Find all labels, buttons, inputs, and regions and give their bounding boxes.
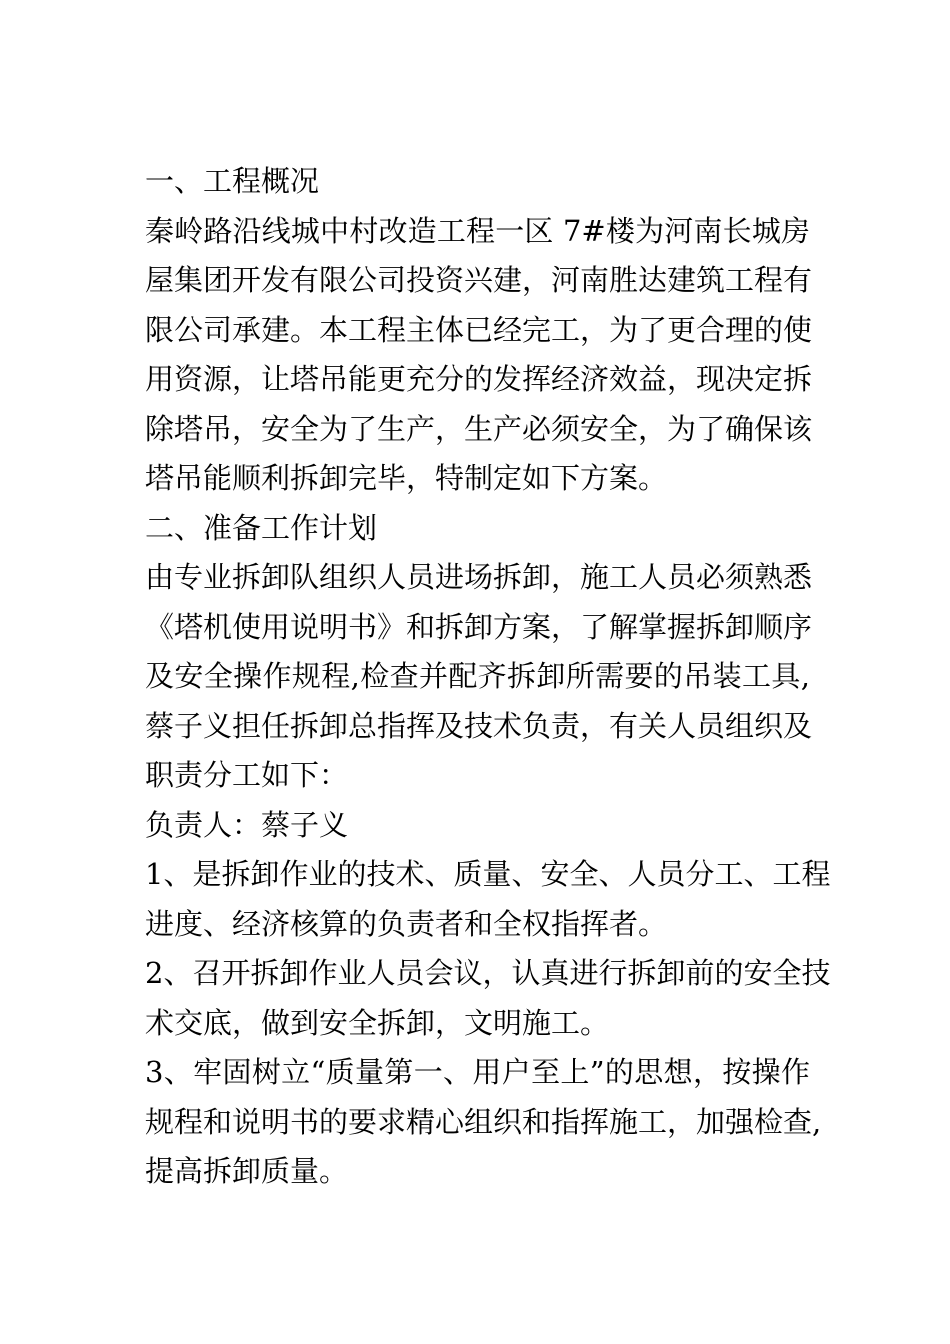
section-heading: 二、准备工作计划 [145, 510, 378, 545]
document-page [145, 157, 831, 1197]
list-item [145, 1048, 822, 1197]
paragraph-line: 蔡子义担任拆卸总指挥及技术负责，有关人员组织及 [145, 708, 813, 743]
duty-list [145, 850, 831, 1197]
section-preparation [145, 504, 813, 801]
paragraph-line: 用资源，让塔吊能更充分的发挥经济效益，现决定拆 [145, 362, 813, 396]
paragraph-line: 及安全操作规程,检查并配齐拆卸所需要的吊装工具, [145, 659, 810, 693]
list-item [145, 850, 831, 949]
paragraph-line: 《塔机使用说明书》和拆卸方案，了解掌握拆卸顺序 [145, 609, 813, 644]
list-item-line: 规程和说明书的要求精心组织和指挥施工，加强检查, [145, 1104, 822, 1139]
paragraph-line: 秦岭路沿线城中村改造工程一区 7#楼为河南长城房 [145, 213, 810, 248]
paragraph-line: 除塔吊，安全为了生产，生产必须安全，为了确保该 [145, 411, 813, 446]
list-item-line: 1、是拆卸作业的技术、质量、安全、人员分工、工程 [145, 857, 831, 891]
paragraph-line: 屋集团开发有限公司投资兴建，河南胜达建筑工程有 [145, 263, 813, 297]
list-item-line: 3、牢固树立“质量第一、用户至上”的思想，按操作 [145, 1055, 810, 1089]
list-item-line: 进度、经济核算的负责者和全权指挥者。 [145, 906, 668, 941]
section-overview [145, 157, 813, 504]
paragraph-line: 职责分工如下： [145, 758, 349, 792]
list-item [145, 949, 831, 1048]
paragraph-line: 限公司承建。本工程主体已经完工，为了更合理的使 [145, 312, 813, 347]
list-item-line: 术交底，做到安全拆卸，文明施工。 [145, 1005, 610, 1040]
responsible-person: 负责人：蔡子义 [145, 807, 349, 842]
list-item-line: 2、召开拆卸作业人员会议，认真进行拆卸前的安全技 [145, 956, 831, 990]
paragraph-line: 塔吊能顺利拆卸完毕，特制定如下方案。 [145, 461, 668, 495]
paragraph-line: 由专业拆卸队组织人员进场拆卸，施工人员必须熟悉 [145, 560, 813, 594]
section-heading: 一、工程概况 [145, 164, 320, 198]
list-item-line: 提高拆卸质量。 [145, 1154, 349, 1188]
